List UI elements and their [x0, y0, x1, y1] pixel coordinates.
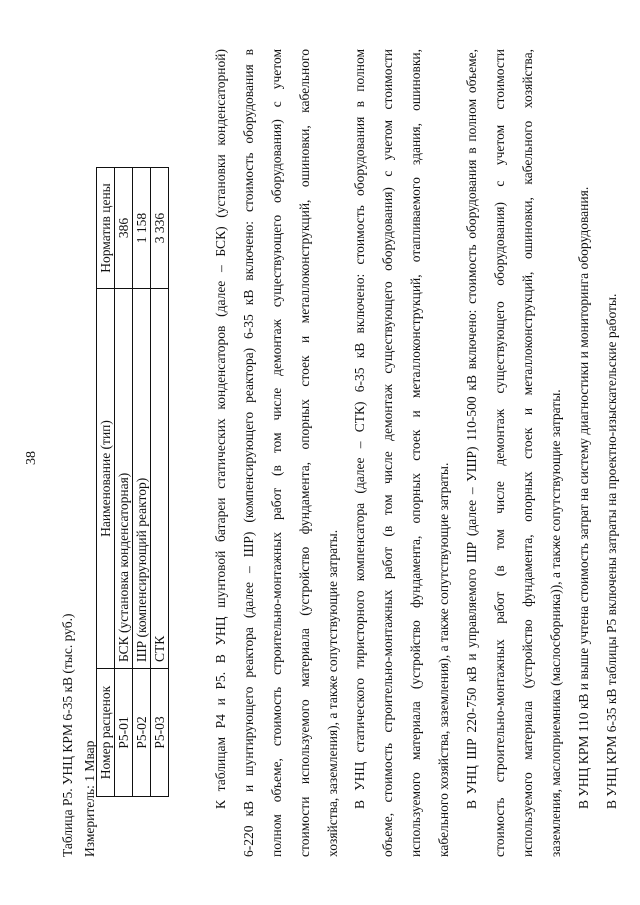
- table-row: [151, 168, 169, 797]
- body-line: В УНЦ ШР 220-750 кВ и управляемого ШР (далее – УШР) 110-500 кВ включено: стоимость оборудования в полном объеме,: [464, 49, 479, 809]
- table-cell: 386: [115, 168, 133, 289]
- table-header-row: [97, 168, 115, 797]
- body-line: хозяйства, заземления), а также сопутствующие затраты.: [325, 529, 340, 857]
- body-line: стоимости используемого материала (устройство фундамента, опорных стоек и металлоконструкций, ошиновки, кабельного: [297, 49, 312, 857]
- table-cell: Р5-02: [133, 669, 151, 797]
- body-line: используемого материала (устройство фундамента, опорных стоек и металлоконструкций, ошиновки, кабельного хозяйства,: [520, 49, 535, 857]
- page-number: 38: [24, 451, 39, 465]
- table-cell: СТК: [151, 289, 169, 669]
- table-caption: Таблица Р5. УНЦ КРМ 6-35 кВ (тыс. руб.): [60, 613, 75, 857]
- body-line: В УНЦ КРМ 6-35 кВ таблицы Р5 включены затраты на проектно-изыскательские работы.: [604, 293, 619, 809]
- body-line: 6-220 кВ и шунтирующего реактора (далее – ШР) (компенсирующего реактора) 6-35 кВ включено: стоимость оборудования в: [241, 49, 256, 857]
- body-line: объеме, стоимость строительно-монтажных работ (в том числе демонтаж существующего оборудования) с учетом стоимости: [380, 49, 395, 857]
- table-cell: БСК (установка конденсаторная): [115, 289, 133, 669]
- price-table: [96, 167, 169, 797]
- table-row: [133, 168, 151, 797]
- header-cell: Номер расценок: [97, 669, 115, 797]
- unit-line: Измеритель: 1 Мвар: [82, 740, 97, 857]
- header-cell: Норматив цены: [97, 168, 115, 289]
- body-line: полном объеме, стоимость строительно-монтажных работ (в том числе демонтаж существующего оборудования) с учетом: [269, 49, 284, 857]
- body-line: используемого материала (устройство фундамента, опорных стоек и металлоконструкций, отапливаемого здания, ошиновки,: [408, 49, 423, 857]
- body-line: заземления, маслоприемника (маслосборника)), а также сопутствующие затраты.: [548, 389, 563, 857]
- body-line: В УНЦ КРМ 110 кВ и выше учтена стоимость затрат на систему диагностики и мониторинга оборудования.: [576, 186, 591, 809]
- table-cell: Р5-03: [151, 669, 169, 797]
- header-cell: Наименование (тип): [97, 289, 115, 669]
- body-line: стоимость строительно-монтажных работ (в том числе демонтаж существующего оборудования) с учетом стоимости: [492, 49, 507, 857]
- table-row: [115, 168, 133, 797]
- table-cell: 3 336: [151, 168, 169, 289]
- table-cell: 1 158: [133, 168, 151, 289]
- body-line: К таблицам Р4 и Р5. В УНЦ шунтовой батареи статических конденсаторов (далее – БСК) (установки конденсаторной): [213, 49, 228, 809]
- table-cell: ШР (компенсирующий реактор): [133, 289, 151, 669]
- body-line: В УНЦ статического тиристорного компенсатора (далее – СТК) 6-35 кВ включено: стоимость оборудования в полном: [352, 49, 367, 809]
- body-line: кабельного хозяйства, заземления), а также сопутствующие затраты.: [436, 462, 451, 857]
- table-cell: Р5-01: [115, 669, 133, 797]
